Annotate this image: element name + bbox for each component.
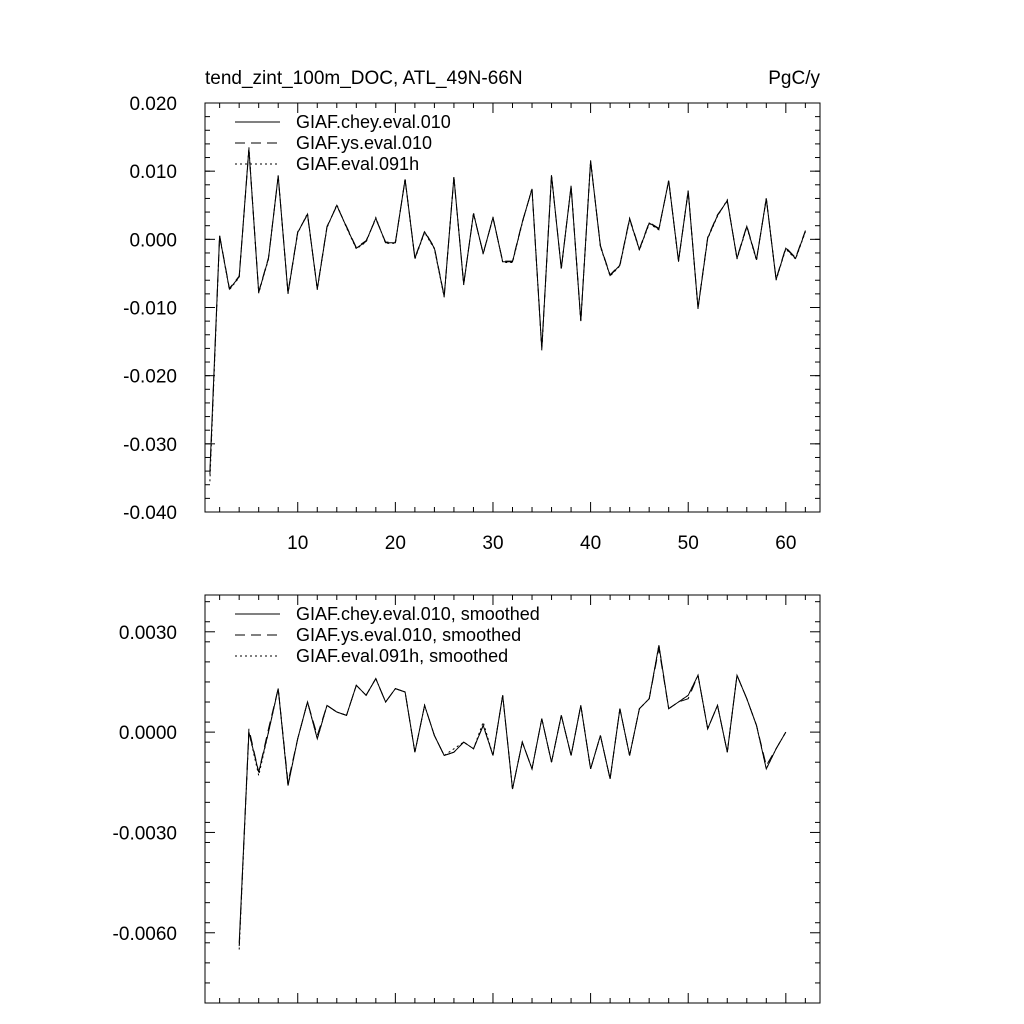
legend-label-3: GIAF.eval.091h, smoothed — [296, 646, 509, 666]
y-tick-label: -0.0030 — [112, 823, 177, 845]
y-tick-label: 0.0000 — [118, 723, 177, 745]
top-series-line-3 — [210, 147, 806, 481]
chart-title: tend_zint_100m_DOC, ATL_49N-66N — [205, 68, 523, 89]
bottom-series-line-1 — [239, 645, 786, 943]
y-tick-label: -0.0060 — [112, 923, 177, 945]
y-tick-label: 0.010 — [129, 162, 177, 184]
legend-label-3: GIAF.eval.091h — [296, 154, 420, 174]
y-tick-label: -0.030 — [123, 434, 177, 456]
legend-label-1: GIAF.chey.eval.010, smoothed — [296, 604, 540, 624]
y-tick-label: -0.010 — [123, 298, 177, 320]
x-tick-label: 40 — [580, 533, 602, 554]
bottom-series-layer — [239, 645, 786, 949]
top-legend — [235, 112, 451, 174]
bottom-legend — [235, 604, 540, 666]
top-panel — [123, 68, 820, 554]
legend-label-1: GIAF.chey.eval.010 — [296, 112, 451, 132]
x-tick-label: 10 — [287, 533, 309, 554]
y-tick-label: -0.040 — [123, 503, 177, 524]
y-tick-label: 0.0030 — [118, 622, 177, 644]
top-series-line-2 — [210, 150, 806, 475]
legend-label-2: GIAF.ys.eval.010, smoothed — [296, 625, 522, 645]
top-series-line-1 — [210, 149, 806, 471]
bottom-panel — [113, 595, 820, 1003]
top-axes — [123, 94, 820, 554]
bottom-series-line-2 — [239, 649, 786, 947]
x-tick-label: 60 — [775, 533, 797, 554]
top-series-layer — [210, 147, 806, 481]
y-tick-label: -0.020 — [123, 366, 177, 388]
y-tick-label: 0.020 — [129, 94, 177, 115]
x-tick-label: 30 — [482, 533, 504, 554]
x-tick-label: 20 — [384, 533, 406, 554]
y-tick-label: 0.000 — [129, 230, 177, 252]
legend-label-2: GIAF.ys.eval.010 — [296, 133, 433, 153]
bottom-series-line-3 — [239, 645, 786, 949]
units-label: PgC/y — [768, 68, 820, 89]
x-tick-label: 50 — [677, 533, 699, 554]
